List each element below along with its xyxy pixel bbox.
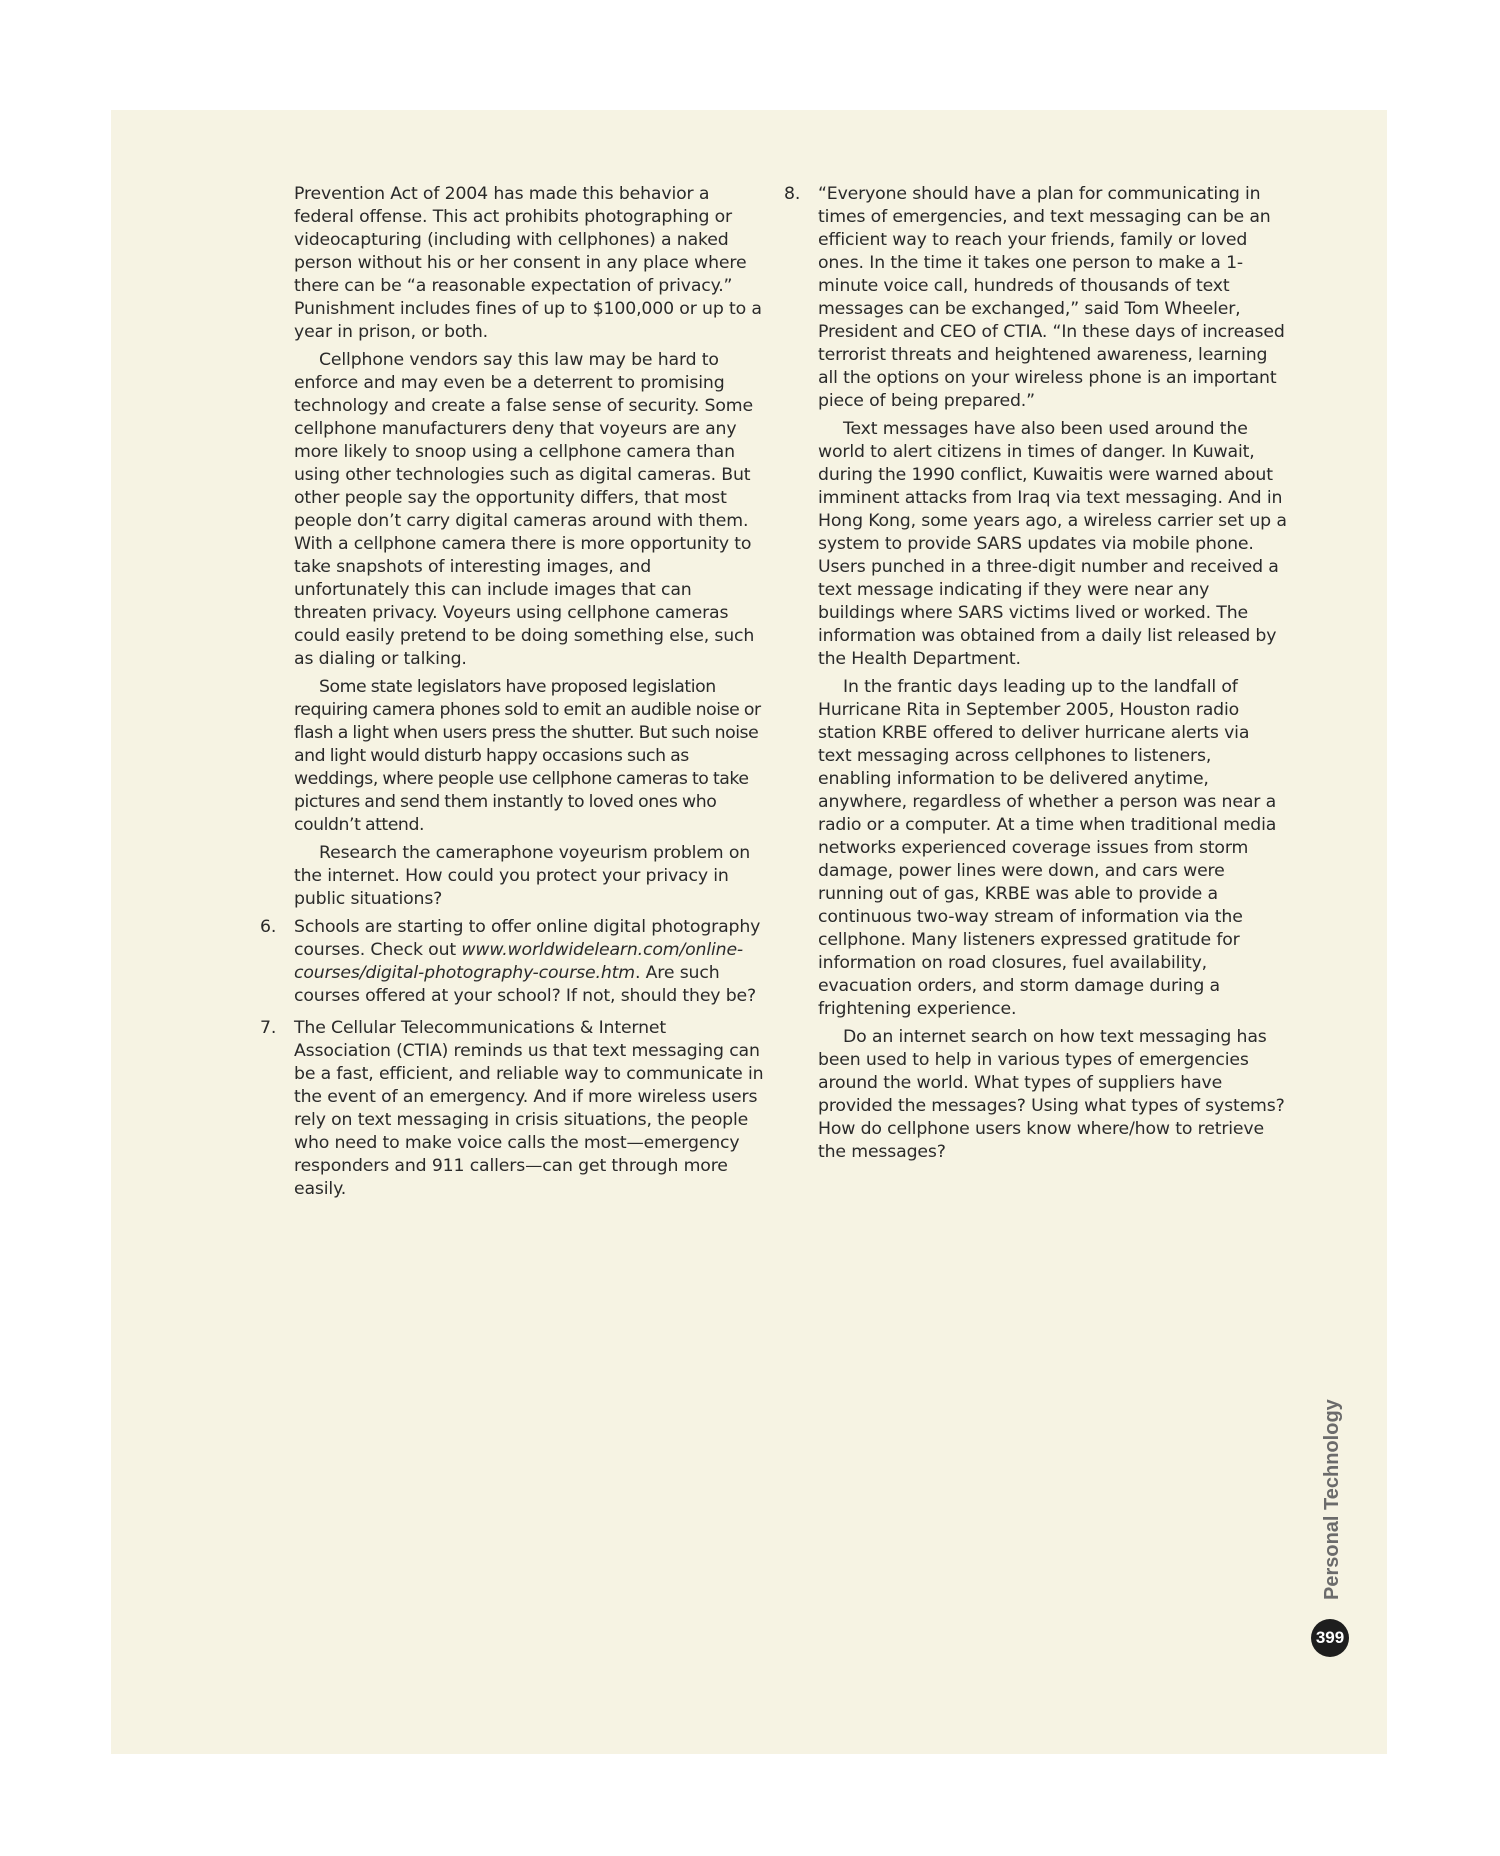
paragraph: Cellphone vendors say this law may be hard to enforce and may even be a deterrent to promising technology and create a false sense of security. Some cellphone manufacturers deny that voyeurs are any more likely to snoop using a cellphone camera than using other technologies such as digital cameras. But other people say the opportunity differs, that most people don’t carry digital cameras around with them. With a cellphone camera there is more opportunity to take snapshots of interesting images, and unfortunately this can include images that can threaten privacy. Voyeurs using cellphone cameras could easily pretend to be doing something else, such as dialing or talking.	[294, 350, 755, 669]
paragraph: Text messages have also been used around the world to alert citizens in times of danger. In Kuwait, during the 1990 conflict, Kuwaitis were warned about imminent attacks from Iraq via text messaging. And in Hong Kong, some years ago, a wireless carrier set up a system to provide SARS updates via mobile phone. Users punched in a three-digit number and received a text message indicating if they were near any buildings where SARS victims lived or worked. The information was obtained from a daily list released by the Health Department.	[818, 419, 1287, 669]
course-url: www.worldwidelearn.com/online-courses/digital-photography-course.htm	[294, 940, 744, 983]
item-text-end: . Are such courses offered at your school? If not, should they be?	[294, 963, 757, 1006]
list-item-text: The Cellular Telecommunications & Internet Association (CTIA) reminds us that text messaging can be a fast, efficient, and reliable way to communicate in the event of an emergency. And if more wireless users rely on text messaging in crisis situations, the people who need to make voice calls the most—emergency responders and 911 callers—can get through more easily.	[294, 1018, 764, 1199]
list-item-number: 7.	[260, 1018, 277, 1038]
list-item-number: 6.	[260, 917, 277, 937]
item-text-start: Schools are starting to offer online digital photography courses. Check out	[294, 917, 761, 960]
left-column	[260, 183, 764, 1201]
list-item-text: “Everyone should have a plan for communicating in times of emergencies, and text messaging can be an efficient way to reach your friends, family or loved ones. In the time it takes one person to make a 1-minute voice call, hundreds of thousands of text messages can be exchanged,” said Tom Wheeler, President and CEO of CTIA. “In these days of increased terrorist threats and heightened awareness, learning all the options on your wireless phone is an important piece of being prepared.”	[818, 184, 1285, 411]
section-title: Personal Technology	[1321, 1399, 1343, 1600]
list-item-7	[260, 1017, 764, 1201]
list-item-text	[294, 916, 764, 1008]
paragraph: Research the cameraphone voyeurism problem on the internet. How could you protect your privacy in public situations?	[294, 843, 751, 909]
paragraph: Do an internet search on how text messaging has been used to help in various types of emergencies around the world. What types of suppliers have provided the messages? Using what types of systems? How do cellphone users know where/how to retrieve the messages?	[818, 1027, 1285, 1162]
paragraph: Prevention Act of 2004 has made this behavior a federal offense. This act prohibits photographing or videocapturing (including with cellphones) a naked person without his or her consent in any place where there can be “a reasonable expectation of privacy.” Punishment includes fines of up to $100,000 or up to a year in prison, or both.	[294, 184, 762, 342]
paragraph: Some state legislators have proposed legislation requiring camera phones sold to emit an audible noise or flash a light when users press the shutter. But such noise and light would disturb happy occasions such as weddings, where people use cellphone cameras to take pictures and send them instantly to loved ones who couldn’t attend.	[294, 677, 761, 835]
list-item-8	[784, 183, 1288, 413]
list-item-6	[260, 916, 764, 1008]
list-item-number: 8.	[784, 184, 801, 204]
paragraph: In the frantic days leading up to the landfall of Hurricane Rita in September 2005, Houston radio station KRBE offered to deliver hurricane alerts via text messaging across cellphones to listeners, enabling information to be delivered anytime, anywhere, regardless of whether a person was near a radio or a computer. At a time when traditional media networks experienced coverage issues from storm damage, power lines were down, and cars were running out of gas, KRBE was able to provide a continuous two-way stream of information via the cellphone. Many listeners expressed gratitude for information on road closures, fuel availability, evacuation orders, and storm damage during a frightening experience.	[818, 677, 1277, 1019]
right-column	[784, 183, 1288, 1164]
page-number-badge: 399	[1311, 1619, 1349, 1657]
